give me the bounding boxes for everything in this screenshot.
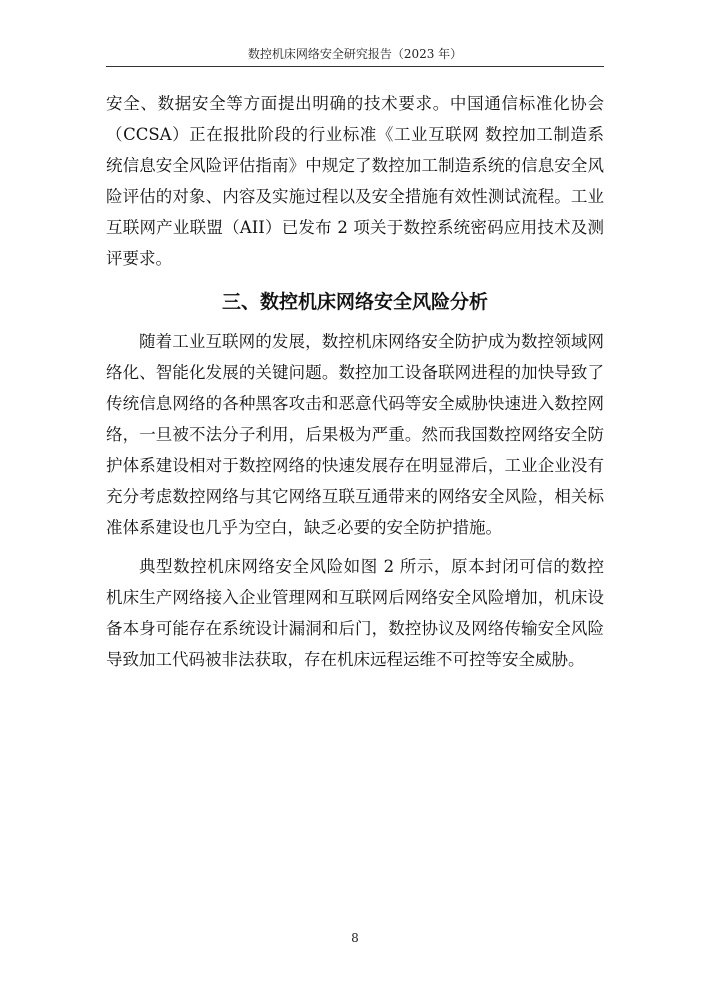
header-rule — [106, 66, 604, 67]
body-paragraph-1: 随着工业互联网的发展，数控机床网络安全防护成为数控领域网络化、智能化发展的关键问题。数控加工设备联网进程的加快导致了传统信息网络的各种黑客攻击和恶意代码等安全威胁快速进入数控网络，一旦被不法分子利用，后果极为严重。然而我国数控网络安全防护体系建设相对于数控网络的快速发展存在明显滞后，工业企业没有充分考虑数控网络与其它网络互联互通带来的网络安全风险，相关标准体系建设也几乎为空白，缺乏必要的安全防护措施。 — [106, 332, 604, 537]
running-header: 数控机床网络安全研究报告（2023 年） — [247, 47, 463, 61]
continuation-paragraph: 安全、数据安全等方面提出明确的技术要求。中国通信标准化协会（CCSA）正在报批阶段的行业标准《工业互联网 数控加工制造系统信息安全风险评估指南》中规定了数控加工制造系统的信息安全风险评估的对象、内容及实施过程以及安全措施有效性测试流程。工业互联网产业联盟（AII）已发布 2 项关于数控系统密码应用技术及测评要求。 — [106, 94, 604, 268]
page-number: 8 — [351, 931, 359, 945]
section-heading: 三、数控机床网络安全风险分析 — [221, 291, 488, 313]
body-paragraph-2: 典型数控机床网络安全风险如图 2 所示，原本封闭可信的数控机床生产网络接入企业管理网和互联网后网络安全风险增加，机床设备本身可能存在系统设计漏洞和后门，数控协议及网络传输安全风险导致加工代码被非法获取，存在机床远程运维不可控等安全威胁。 — [106, 557, 604, 669]
page-content — [106, 88, 604, 675]
